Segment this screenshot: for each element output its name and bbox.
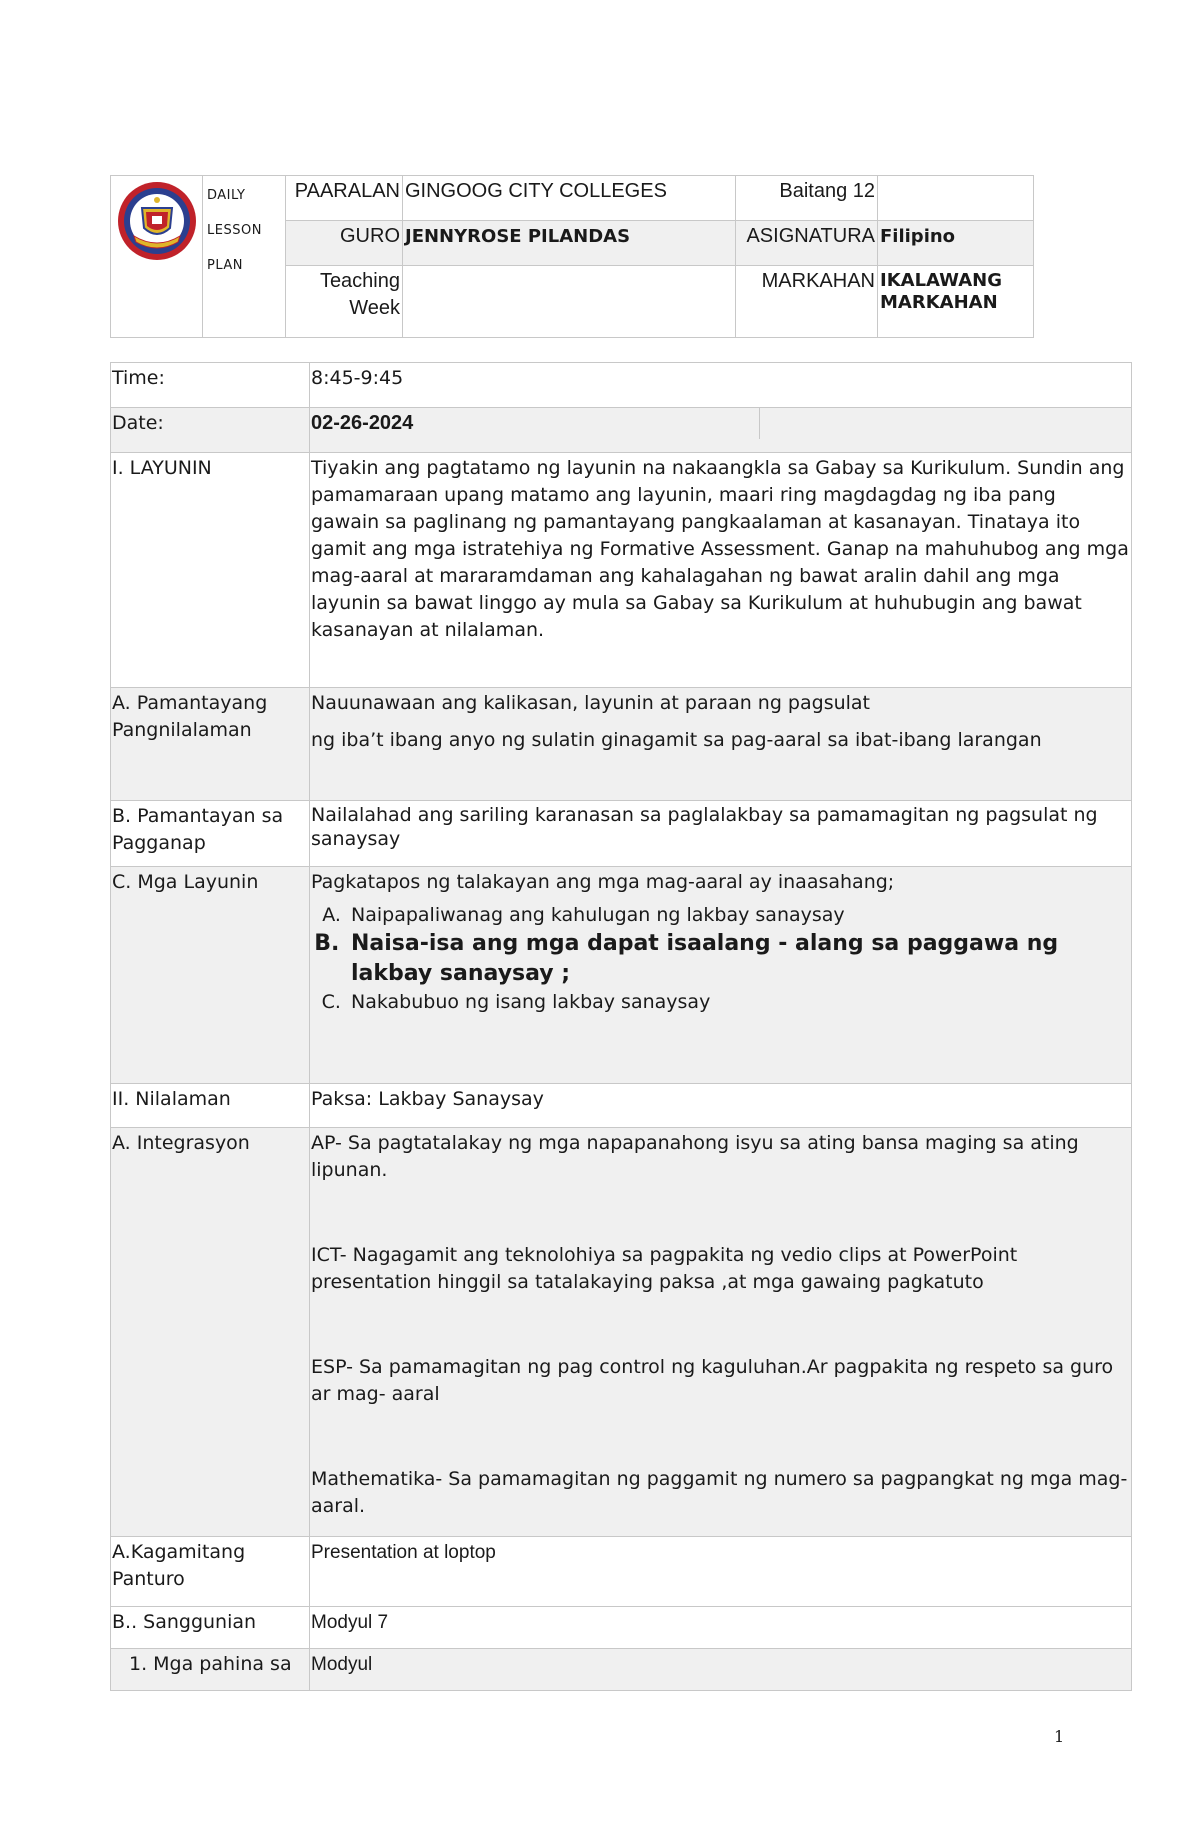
page-number: 1	[1054, 1727, 1065, 1746]
paaralan-label: PAARALAN	[286, 176, 403, 221]
teaching-week-label-1: Teaching	[319, 270, 400, 292]
layunin-row	[111, 453, 1132, 688]
dlp-daily: DAILY	[207, 188, 246, 203]
pagganap-row	[111, 801, 1132, 867]
pamantayang-row	[111, 688, 1132, 801]
lesson-plan-table	[110, 362, 1132, 1691]
mga-layunin-intro: Pagkatapos ng talakayan ang mga mag-aaral ay inaasahang;	[311, 871, 895, 893]
layunin-item-c: C. Nakabubuo ng isang lakbay sanaysay	[347, 989, 1130, 1016]
asignatura-value: Filipino	[878, 221, 1034, 266]
sanggunian-row	[111, 1607, 1132, 1649]
time-label: Time:	[111, 363, 310, 408]
pagganap-label: B. Pamantayan sa Pagganap	[111, 801, 310, 867]
asignatura-label: ASIGNATURA	[736, 221, 878, 266]
integrasyon-ict: ICT- Nagagamit ang teknolohiya sa pagpakita ng vedio clips at PowerPoint presentation hinggil sa tatalakaying paksa ,at mga gawaing pagkatuto	[311, 1244, 1018, 1293]
integrasyon-label: A. Integrasyon	[111, 1128, 310, 1537]
layunin-item-a: A. Naipapaliwanag ang kahulugan ng lakbay sanaysay	[347, 902, 1130, 929]
integrasyon-math: Mathematika- Sa pamamagitan ng paggamit ng numero sa pagpangkat ng mga mag-aaral.	[311, 1468, 1128, 1517]
kagamitan-value: Presentation at loptop	[310, 1537, 1132, 1607]
guro-label: GURO	[286, 221, 403, 266]
mga-layunin-row	[111, 867, 1132, 1084]
teaching-week-label-2: Week	[349, 297, 400, 319]
mga-layunin-value	[310, 867, 1132, 1084]
layunin-label: I. LAYUNIN	[111, 453, 310, 688]
teaching-week-label	[286, 266, 403, 338]
dlp-lesson: LESSON	[207, 223, 262, 238]
time-row	[111, 363, 1132, 408]
sanggunian-label: B.. Sanggunian	[111, 1607, 310, 1649]
kagamitan-label: A.Kagamitang Panturo	[111, 1537, 310, 1607]
pamantayang-value-2: ng iba’t ibang anyo ng sulatin ginagamit sa pag-aaral sa ibat-ibang larangan	[311, 729, 1042, 751]
layunin-item-b: B. Naisa-isa ang mga dapat isaalang - alang sa paggawa ng lakbay sanaysay ;	[347, 929, 1130, 989]
pamantayang-label: A. Pamantayang Pangnilalaman	[111, 688, 310, 801]
pamantayang-value	[310, 688, 1132, 801]
markahan-label: MARKAHAN	[736, 266, 878, 338]
baitang-label: Baitang 12	[736, 176, 878, 221]
kagamitan-row	[111, 1537, 1132, 1607]
nilalaman-label: II. Nilalaman	[111, 1084, 310, 1128]
integrasyon-esp: ESP- Sa pamamagitan ng pag control ng kaguluhan.Ar pagpakita ng respeto sa guro ar mag- aaral	[311, 1356, 1114, 1405]
school-seal-icon	[116, 180, 198, 262]
pamantayang-value-1: Nauunawaan ang kalikasan, layunin at paraan ng pagsulat	[311, 692, 871, 714]
paaralan-value: GINGOOG CITY COLLEGES	[403, 176, 736, 221]
integrasyon-row	[111, 1128, 1132, 1537]
dlp-plan: PLAN	[207, 258, 243, 273]
date-value: 02-26-2024	[310, 408, 760, 439]
markahan-value: IKALAWANG MARKAHAN	[878, 266, 1034, 338]
nilalaman-value: Paksa: Lakbay Sanaysay	[310, 1084, 1132, 1128]
pahina-row	[111, 1649, 1132, 1691]
layunin-value: Tiyakin ang pagtatamo ng layunin na nakaangkla sa Gabay sa Kurikulum. Sundin ang pamamaraan upang matamo ang layunin, maari ring magdagdag ng iba pang gawain sa paglinang ng pamantayang pangkaalaman at kasanayan. Tinataya ito gamit ang mga istratehiya ng Formative Assessment. Ganap na mahuhubog ang mga mag-aaral at mararamdaman ang kahalagahan ng bawat aralin dahil ang mga layunin sa bawat linggo ay mula sa Gabay sa Kurikulum at huhubugin ang bawat kasanayan at nilalaman.	[310, 453, 1132, 688]
mga-layunin-list	[311, 902, 1130, 1016]
nilalaman-row	[111, 1084, 1132, 1128]
pahina-value: Modyul	[310, 1649, 1132, 1691]
header-table	[110, 175, 1034, 338]
mga-layunin-label: C. Mga Layunin	[111, 867, 310, 1084]
date-label: Date:	[111, 408, 310, 453]
time-value: 8:45-9:45	[310, 363, 1132, 408]
logo-cell	[111, 176, 203, 338]
guro-value: JENNYROSE PILANDAS	[403, 221, 736, 266]
pahina-label: 1. Mga pahina sa	[111, 1649, 310, 1691]
integrasyon-ap: AP- Sa pagtatalakay ng mga napapanahong isyu sa ating bansa maging sa ating lipunan.	[311, 1132, 1079, 1181]
teaching-week-value	[403, 266, 736, 338]
dlp-cell	[203, 176, 286, 338]
date-cell	[310, 408, 1132, 453]
baitang-value	[878, 176, 1034, 221]
pagganap-value: Nailalahad ang sariling karanasan sa paglalakbay sa pamamagitan ng pagsulat ng sanaysay	[310, 801, 1132, 867]
integrasyon-value	[310, 1128, 1132, 1537]
sanggunian-value: Modyul 7	[310, 1607, 1132, 1649]
date-row	[111, 408, 1132, 453]
